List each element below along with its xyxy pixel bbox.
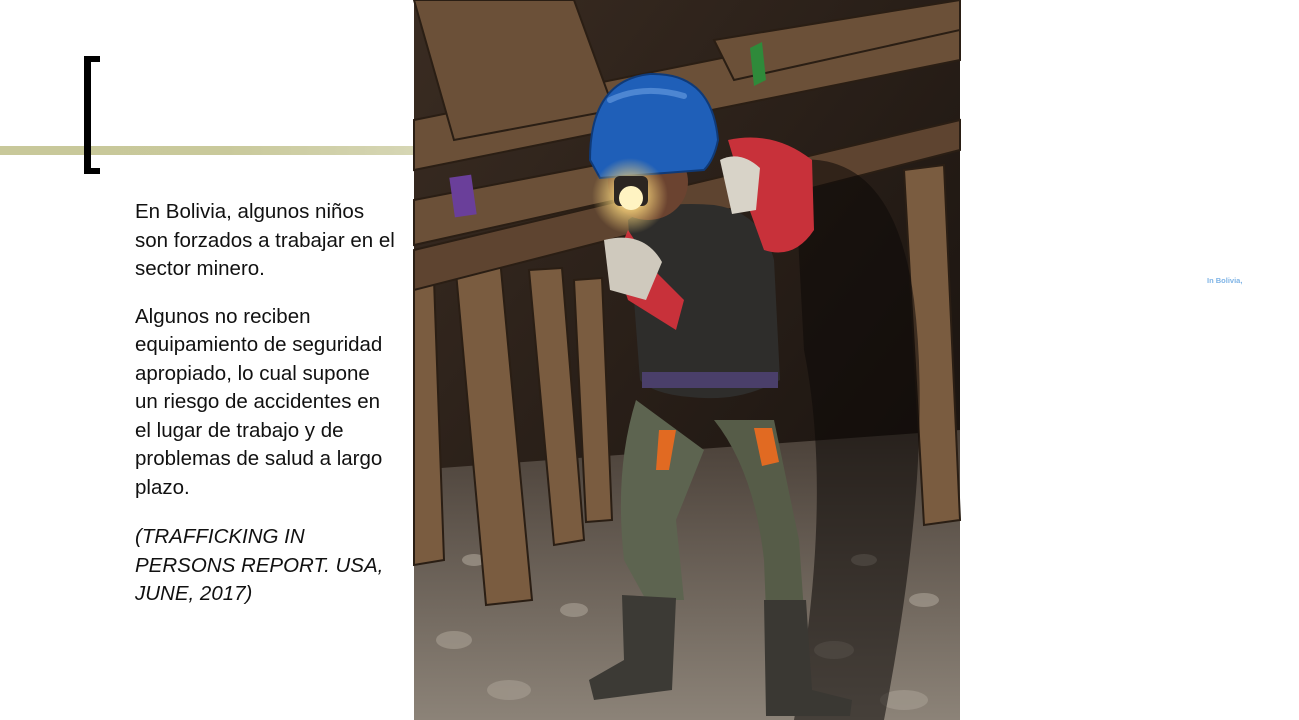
- mine-photo: [414, 0, 1298, 720]
- accent-line: [0, 146, 414, 155]
- photo-caption-text: some children are forced to work in the mining sector. Some do not receive proper safety equipment, which puts them at risk for workplace injuries and long-term health problems.: [1207, 276, 1298, 353]
- bracket-decoration: [84, 56, 100, 174]
- citation: (TRAFFICKING IN PERSONS REPORT. USA, JUNE, 2017): [135, 525, 384, 605]
- slide-text: [135, 198, 397, 609]
- photo-caption-highlight: In Bolivia,: [1207, 276, 1243, 285]
- paragraph-1: En Bolivia, algunos niños son forzados a trabajar en el sector minero.: [135, 200, 395, 280]
- paragraph-2: Algunos no reciben equipamiento de seguridad apropiado, lo cual supone un riesgo de accidentes en el lugar de trabajo y de problemas de salud a largo plazo.: [135, 304, 383, 499]
- mine-photo-illustration: [414, 0, 960, 720]
- photo-caption: [1207, 276, 1299, 353]
